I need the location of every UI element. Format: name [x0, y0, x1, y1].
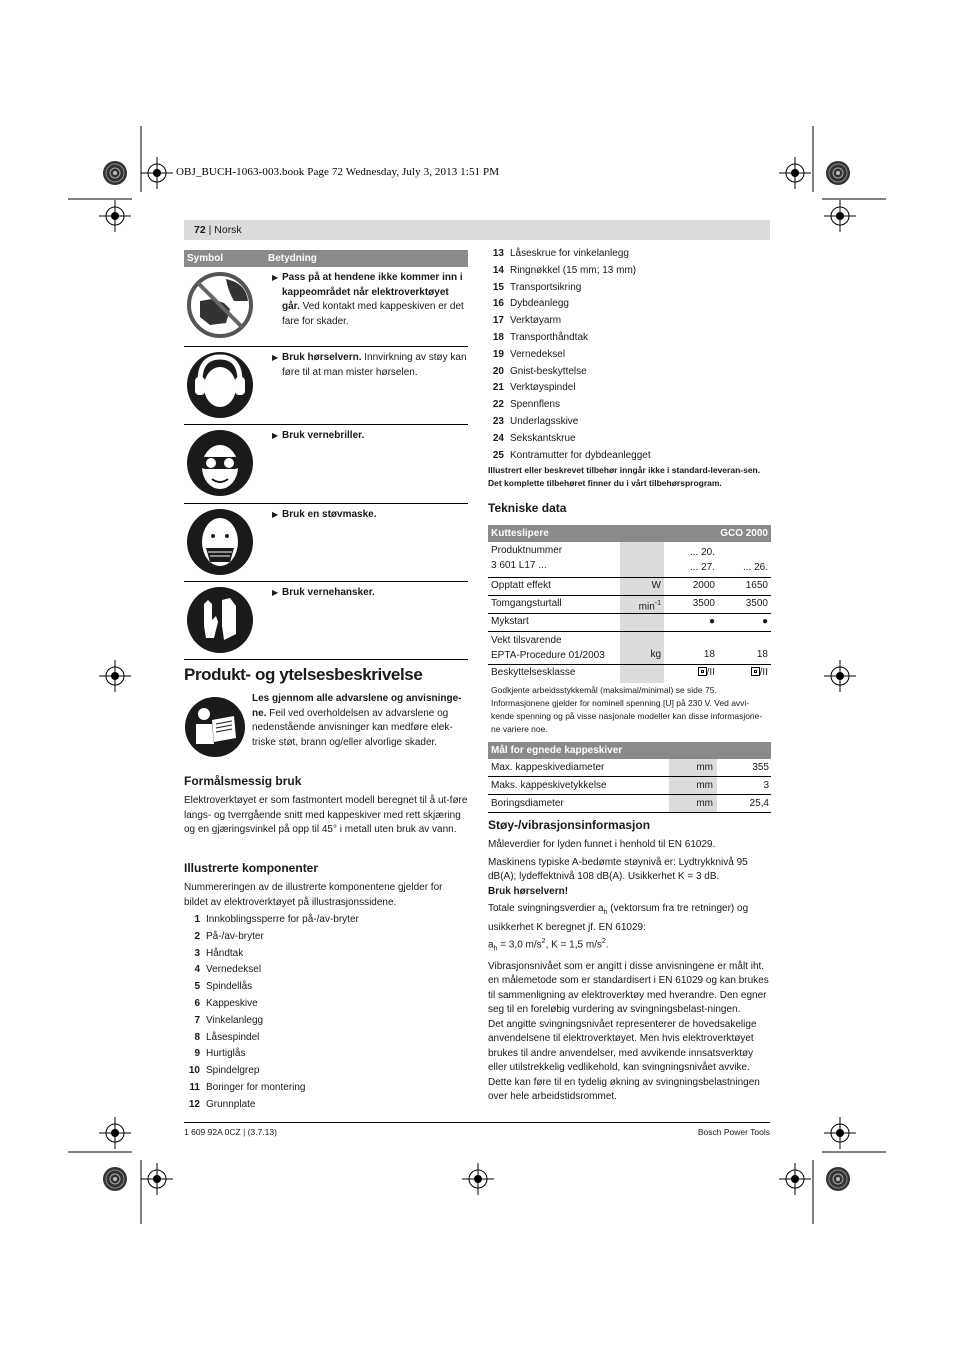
- col-symbol: Symbol: [187, 253, 224, 264]
- list-item: [484, 397, 774, 414]
- list-item-number: 12: [188, 1098, 200, 1110]
- list-item: [180, 1080, 470, 1097]
- list-item: [180, 996, 470, 1013]
- noise-section: [488, 838, 771, 1105]
- list-item-number: 16: [492, 298, 504, 310]
- footer-rule: [184, 1122, 770, 1123]
- list-item: [484, 296, 774, 313]
- list-item: [484, 448, 774, 465]
- list-item-number: 21: [492, 382, 504, 394]
- list-item-label: Ringnøkkel (15 mm; 13 mm): [510, 264, 637, 276]
- list-item-label: Håndtak: [206, 947, 244, 959]
- table-row: Produktnummer 3 601 L17 ... ... 20. ... 27. ... 26.: [488, 542, 771, 578]
- list-item: [484, 263, 774, 280]
- class-box-icon: [751, 667, 760, 676]
- intended-use-title: Formålsmessig bruk: [184, 774, 302, 788]
- list-item-number: 23: [492, 415, 504, 427]
- list-item-label: Låsespindel: [206, 1031, 260, 1043]
- components-title: Illustrerte komponenter: [184, 861, 319, 875]
- symbol-table-header: [184, 250, 468, 267]
- list-item-label: Gnist-beskyttelse: [510, 365, 587, 377]
- list-item-label: På-/av-bryter: [206, 930, 264, 942]
- symbol-row: [184, 267, 468, 347]
- list-item: [484, 347, 774, 364]
- tech-data-table: [488, 525, 771, 737]
- list-item-number: 4: [194, 964, 200, 976]
- components-list-left: [180, 912, 470, 1114]
- list-item-label: Grunnplate: [206, 1098, 256, 1110]
- symbol-meaning: ▶ Bruk vernebriller.: [272, 430, 365, 441]
- list-item-number: 5: [194, 981, 200, 993]
- footer-right: Bosch Power Tools: [697, 1127, 770, 1137]
- table-row: Maks. kappeskivetykkelse mm 3: [488, 777, 771, 795]
- list-item-number: 1: [194, 914, 200, 925]
- list-item-label: Transporthåndtak: [510, 331, 589, 343]
- page-number: 72: [194, 224, 206, 236]
- list-item-number: 8: [194, 1031, 200, 1043]
- disc-dimensions-table: [488, 742, 771, 813]
- list-item: [180, 1046, 470, 1063]
- list-item-label: Transportsikring: [510, 281, 582, 293]
- no-hands-icon: [186, 271, 254, 339]
- list-item-number: 25: [492, 449, 504, 461]
- symbol-row: [184, 347, 468, 425]
- list-item-label: Innkoblingssperre for på-/av-bryter: [206, 914, 359, 925]
- warning-text: Les gjennom alle advarslene og anvisninge-ne. Feil ved overholdelsen av advarslene og nedenstående anvisninger kan medføre elek-triske støt, brann og/eller alvorlige skader.: [252, 693, 462, 748]
- ear-protection-icon: [186, 351, 254, 419]
- list-item: [484, 431, 774, 448]
- list-item: [484, 414, 774, 431]
- list-item-label: Vernedeksel: [206, 964, 262, 976]
- list-item-label: Kappeskive: [206, 997, 258, 1009]
- components-intro: Nummereringen av de illustrerte komponentene gjelder for bildet av elektroverktøyet på illustrasjonssidene.: [184, 882, 443, 908]
- list-item-label: Låseskrue for vinkelanlegg: [510, 248, 629, 259]
- list-item-label: Verktøyspindel: [510, 382, 576, 394]
- list-item-label: Vernedeksel: [510, 348, 566, 360]
- noise-p1: Måleverdier for lyden funnet i henhold til EN 61029.: [488, 839, 716, 850]
- list-item-number: 15: [492, 281, 504, 293]
- section-title: Produkt- og ytelsesbeskrivelse: [184, 665, 423, 684]
- list-item: [180, 912, 470, 929]
- list-item-label: Dybdeanlegg: [510, 298, 569, 310]
- list-item-number: 19: [492, 348, 504, 360]
- page-header: 72 | Norsk: [184, 220, 770, 240]
- symbol-row: [184, 504, 468, 582]
- list-item-number: 14: [492, 264, 504, 276]
- symbol-meaning: ▶ Bruk hørselvern. Innvirkning av støy kan føre til at man mister hørselen.: [272, 352, 467, 378]
- list-item-number: 9: [194, 1048, 200, 1060]
- list-item-number: 24: [492, 432, 504, 444]
- list-item: [484, 313, 774, 330]
- symbol-meaning: ▶ Pass på at hendene ikke kommer inn i kappeområdet når elektroverktøyet går. Ved kontakt med kappeskiven er det fare for skader.: [272, 272, 464, 327]
- list-item: [484, 246, 774, 263]
- list-item-number: 2: [194, 930, 200, 942]
- components-list-right: [484, 246, 774, 464]
- list-item-label: Sekskantskrue: [510, 432, 576, 444]
- noise-p5: Vibrasjonsnivået som er angitt i disse anvisningene er målt iht. en målemetode som er standardisert i EN 61029 og kan brukes til sammenligning av elektroverktøy med hverandre. Den egner seg til en foreløbig vurdering av svingningsbelast-ningen.: [488, 960, 769, 1016]
- list-item-number: 3: [194, 947, 200, 959]
- tech-data-title: Tekniske data: [488, 501, 567, 515]
- list-item-label: Spindellås: [206, 981, 253, 993]
- list-item: [180, 979, 470, 996]
- list-item: [484, 380, 774, 397]
- table-row: Boringsdiameter mm 25,4: [488, 795, 771, 813]
- list-item-number: 11: [189, 1081, 200, 1093]
- noise-p3: Bruk hørselvern!: [488, 885, 569, 897]
- list-item-label: Vinkelanlegg: [206, 1014, 264, 1026]
- list-item: [180, 1013, 470, 1030]
- table-row: Tomgangsturtall $\min^{-1}$ 3500 3500: [488, 596, 771, 614]
- footer-left: 1 609 92A 0CZ | (3.7.13): [184, 1127, 277, 1137]
- list-item-number: 22: [492, 399, 504, 411]
- table-row: Vekt tilsvarende EPTA-Procedure 01/2003 kg 18 18: [488, 632, 771, 665]
- list-item-number: 18: [492, 331, 504, 343]
- list-item: [180, 946, 470, 963]
- read-manual-icon: [184, 696, 246, 758]
- list-item: [180, 1097, 470, 1114]
- symbol-meaning: ▶ Bruk vernehansker.: [272, 587, 375, 598]
- symbol-row: [184, 582, 468, 660]
- list-item-number: 6: [194, 997, 200, 1009]
- list-item-number: 10: [188, 1065, 200, 1077]
- table-row: Max. kappeskivediameter mm 355: [488, 759, 771, 777]
- list-item-label: Underlagsskive: [510, 415, 579, 427]
- list-item: [484, 364, 774, 381]
- symbol-row: [184, 425, 468, 504]
- safety-goggles-icon: [186, 429, 254, 497]
- list-item-label: Kontramutter for dybdeanlegget: [510, 449, 651, 461]
- tech-note: Godkjente arbeidsstykkemål (maksimal/minimal) se side 75. Informasjonene gjelder for nominell spenning [U] på 230 V. Ved avvi-kende spenning og på visse nasjonale modeller kan disse informasjone-ne variere noe.: [491, 685, 763, 734]
- symbol-table: [184, 250, 468, 660]
- list-item-label: Boringer for montering: [206, 1081, 306, 1093]
- list-item-label: Hurtiglås: [206, 1048, 246, 1060]
- header-language: Norsk: [214, 224, 242, 236]
- noise-p2: Maskinens typiske A-bedømte støynivå er: Lydtrykknivå 95 dB(A); lydeffektnivå 108 dB(A). Usikkerhet K = 3 dB.: [488, 856, 748, 882]
- noise-p6: Det angitte svingningsnivået representerer de hovedsakelige anvendelsene til elektroverktøyet. Men hvis elektroverktøyet brukes til andre anvendelser, med avvikende innsatsverktøy eller utilstrekkelig vedlikehold, kan svingningsnivået avvike. Dette kan føre til en tydelig økning av svingningsbelastningen over hele arbeidstidsrommet.: [488, 1018, 760, 1103]
- accessory-note: Illustrert eller beskrevet tilbehør inngår ikke i standard-leveran-sen. Det komplette tilbehøret finner du i vårt tilbehørsprogram.: [488, 465, 761, 488]
- symbol-meaning: ▶ Bruk en støvmaske.: [272, 509, 377, 520]
- noise-p4: Totale svingningsverdier $a_h$ (vektorsum fra tre retninger) og usikkerhet K beregnet jf. EN 61029: $a_h = 3,0$ $m/s^2$, K = 1,5 $m/s^2$.: [488, 903, 749, 953]
- list-item: [180, 929, 470, 946]
- list-item: [180, 962, 470, 979]
- list-item: [484, 280, 774, 297]
- disc-table-header: Mål for egnede kappeskiver: [488, 742, 771, 759]
- list-item-number: 20: [492, 365, 504, 377]
- list-item: [180, 1030, 470, 1047]
- intended-use-text: Elektroverktøyet er som fastmontert modell beregnet til å ut-føre langs- og tverrgående snitt med kappeskiver med rett skjæring og en gjæringsvinkel på opp til 45° i metall uten bruk av vann.: [184, 795, 468, 835]
- table-row: Beskyttelsesklasse /II /II: [488, 665, 771, 683]
- gloves-icon: [186, 586, 254, 654]
- noise-title: Støy-/vibrasjonsinformasjon: [488, 818, 651, 832]
- list-item-label: Spennflens: [510, 399, 561, 411]
- list-item-number: 17: [492, 315, 504, 327]
- list-item: [484, 330, 774, 347]
- list-item-number: 13: [492, 248, 504, 259]
- col-meaning: Betydning: [268, 253, 317, 264]
- tech-table-header: Kutteslipere GCO 2000: [488, 525, 771, 542]
- list-item-label: Verktøyarm: [510, 315, 562, 327]
- class-box-icon: [698, 667, 707, 676]
- print-info-line: OBJ_BUCH-1063-003.book Page 72 Wednesday, July 3, 2013 1:51 PM: [176, 166, 500, 178]
- list-item-number: 7: [194, 1014, 200, 1026]
- dust-mask-icon: [186, 508, 254, 576]
- list-item-label: Spindelgrep: [206, 1065, 260, 1077]
- table-row: Opptatt effekt W 2000 1650: [488, 578, 771, 596]
- table-row: Mykstart ● ●: [488, 614, 771, 632]
- list-item: [180, 1063, 470, 1080]
